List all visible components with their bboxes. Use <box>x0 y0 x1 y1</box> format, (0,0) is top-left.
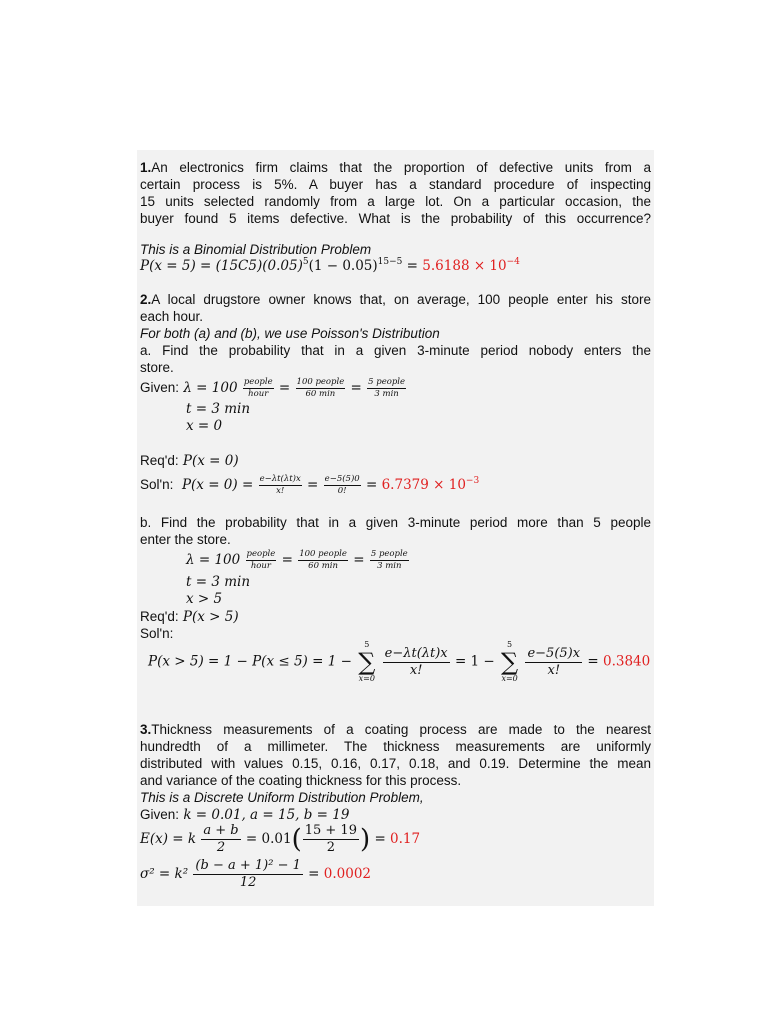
q1-line-3: 15 units selected randomly from a large lot. On a particular occasion, the <box>140 194 651 209</box>
q3-note: This is a Discrete Uniform Distribution Problem, <box>140 790 424 805</box>
q1-line-2: certain process is 5%. A buyer has a standard procedure of inspecting <box>140 177 651 192</box>
q2a-line-1: a. Find the probability that in a given 3-minute period nobody enters the <box>140 343 651 358</box>
q3-variance: σ² = k² $\frac{\text{(b − a + 1)² − 1}}{12}$ = 0.0002 <box>140 858 372 890</box>
q1-line-4: buyer found 5 items defective. What is the probability of this occurrence? <box>140 211 651 226</box>
q2a-reqd: Req'd: P(x = 0) <box>140 453 239 469</box>
q3-line-3: distributed with values 0.15, 0.16, 0.17, 0.18, and 0.19. Determine the mean <box>140 756 651 771</box>
q2a-given: Given: λ = 100 $\frac{\text{people}}{\text{hour}}$ = $\frac{\text{100 people}}{60 \min}$ = $\frac{\text{5 people}}{3 \min}$ <box>140 377 406 399</box>
q3-number: 3. <box>140 722 152 737</box>
q3-line-4: and variance of the coating thickness for this process. <box>140 773 462 788</box>
q2b-lambda: λ = 100 $\frac{\text{people}}{\text{hour}}$ = $\frac{\text{100 people}}{60 \min}$ = $\frac{\text{5 people}}{3 \min}$ <box>186 549 408 571</box>
q1-note: This is a Binomial Distribution Problem <box>140 242 372 257</box>
q1-number: 1. <box>140 160 152 175</box>
q3-mean: E(x) = k $\frac{a + b}{2}$ = 0.01( $\frac{15 + 19}{2}$ ) = 0.17 <box>140 823 421 855</box>
q2-line-1: 2.A local drugstore owner knows that, on average, 100 people enter his store <box>140 292 651 307</box>
q3-given: Given: k = 0.01, a = 15, b = 19 <box>140 807 350 823</box>
q2b-soln-label: Sol'n: <box>140 626 174 641</box>
q3-variance-answer: 0.0002 <box>323 866 372 882</box>
q2b-answer: 0.3840 <box>602 653 651 670</box>
q2a-line-2: store. <box>140 360 174 375</box>
q2b-line-2: enter the store. <box>140 532 231 547</box>
q3-line-2: hundredth of a millimeter. The thickness measurements are uniformly <box>140 739 651 754</box>
q1-line-1: 1.An electronics firm claims that the proportion of defective units from a <box>140 160 651 175</box>
q2b-t: t = 3 min <box>186 574 251 590</box>
q2-number: 2. <box>140 292 152 307</box>
q2b-reqd: Req'd: P(x > 5) <box>140 609 239 625</box>
q2-line-2: each hour. <box>140 309 204 324</box>
q2b-formula: P(x > 5) = 1 − P(x ≤ 5) = 1 − 5 ∑ x=0 $\frac{e-\lambda t(\lambda t)x}{x!}$ = 1 − 5 ∑ x=0 $\frac{e-5(5)x}{x!}$ = 0.3840 <box>148 640 651 683</box>
q3-mean-answer: 0.17 <box>390 831 421 847</box>
q1-answer: $5.6188 \times 10^{-4}$ <box>422 257 520 274</box>
q2a-t: t = 3 min <box>186 401 251 417</box>
q2b-line-1: b. Find the probability that in a given 3-minute period more than 5 people <box>140 515 651 530</box>
q2-note: For both (a) and (b), we use Poisson's Distribution <box>140 326 440 341</box>
q1-formula: $P(x = 5) = (15C5)(0.05)^5(1 - 0.05)^{15-5} = 5.6188 \times 10^{-4}$ <box>140 257 520 274</box>
q2a-answer: $6.7379 \times 10^{-3}$ <box>381 476 480 493</box>
q2b-x: x > 5 <box>186 591 223 607</box>
q2a-x: x = 0 <box>186 418 223 434</box>
q3-line-1: 3.Thickness measurements of a coating process are made to the nearest <box>140 722 651 737</box>
q2a-soln: Sol'n: P(x = 0) = $\frac{e-\lambda t(\lambda t)x}{x!}$ = $\frac{e-5(5)0}{0!}$ = $6.7379 \times 10^{-3}$ <box>140 474 480 496</box>
